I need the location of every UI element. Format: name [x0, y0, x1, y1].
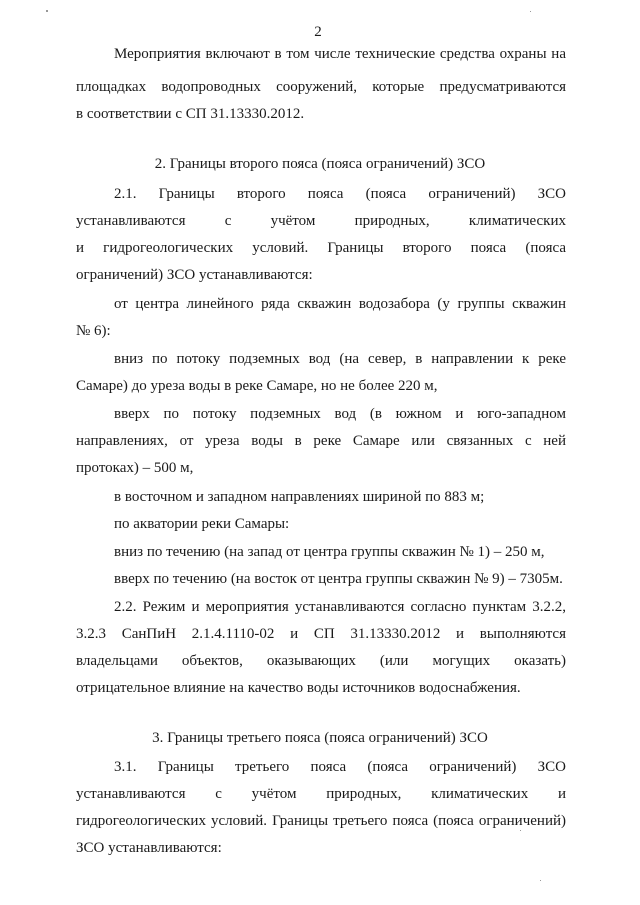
text-line: вверх по потоку подземных вод (в южном и юго-западном: [114, 406, 566, 422]
text-line: 2.2. Режим и мероприятия устанавливаются согласно пунктам 3.2.2,: [114, 599, 566, 615]
scan-speck: [520, 830, 521, 831]
text-line: вниз по потоку подземных вод (на север, в направлении к реке: [114, 351, 566, 367]
text-line: вверх по течению (на восток от центра группы скважин № 9) – 7305м.: [114, 571, 563, 587]
text-line: ограничений) ЗСО устанавливаются:: [76, 267, 313, 283]
text-line: устанавливаются с учётом природных, климатических и: [76, 786, 566, 802]
text-line: № 6):: [76, 323, 111, 339]
text-line: от центра линейного ряда скважин водозабора (у группы скважин: [114, 296, 566, 312]
scan-speck: [46, 10, 48, 12]
text-line: 3.1. Границы третьего пояса (пояса ограничений) ЗСО: [114, 759, 566, 775]
text-line: Мероприятия включают в том числе технические средства охраны на: [114, 46, 566, 62]
section-heading: 2. Границы второго пояса (пояса ограничений) ЗСО: [154, 156, 486, 172]
section-heading: 3. Границы третьего пояса (пояса ограничений) ЗСО: [152, 730, 488, 746]
scan-speck: [540, 880, 541, 881]
text-line: направлениях, от уреза воды в реке Самаре или связанных с ней: [76, 433, 566, 449]
scan-speck: [530, 11, 531, 12]
text-line: отрицательное влияние на качество воды источников водоснабжения.: [76, 680, 521, 696]
text-line: вниз по течению (на запад от центра группы скважин № 1) – 250 м,: [114, 544, 545, 560]
text-line: устанавливаются с учётом природных, климатических: [76, 213, 566, 229]
text-line: в восточном и западном направлениях шириной по 883 м;: [114, 489, 485, 505]
text-line: владельцами объектов, оказывающих (или могущих оказать): [76, 653, 566, 669]
text-line: в соответствии с СП 31.13330.2012.: [76, 106, 305, 122]
text-line: ЗСО устанавливаются:: [76, 840, 222, 856]
text-line: и гидрогеологических условий. Границы второго пояса (пояса: [76, 240, 566, 256]
text-line: площадках водопроводных сооружений, которые предусматриваются: [76, 79, 566, 95]
page-number: 2: [314, 24, 322, 40]
text-line: протоках) – 500 м,: [76, 460, 194, 476]
text-line: 2.1. Границы второго пояса (пояса ограничений) ЗСО: [114, 186, 566, 202]
text-line: 3.2.3 СанПиН 2.1.4.1110-02 и СП 31.13330.2012 и выполняются: [76, 626, 566, 642]
text-line: гидрогеологических условий. Границы третьего пояса (пояса ограничений): [76, 813, 566, 829]
text-line: Самаре) до уреза воды в реке Самаре, но не более 220 м,: [76, 378, 438, 394]
text-line: по акватории реки Самары:: [114, 516, 290, 532]
